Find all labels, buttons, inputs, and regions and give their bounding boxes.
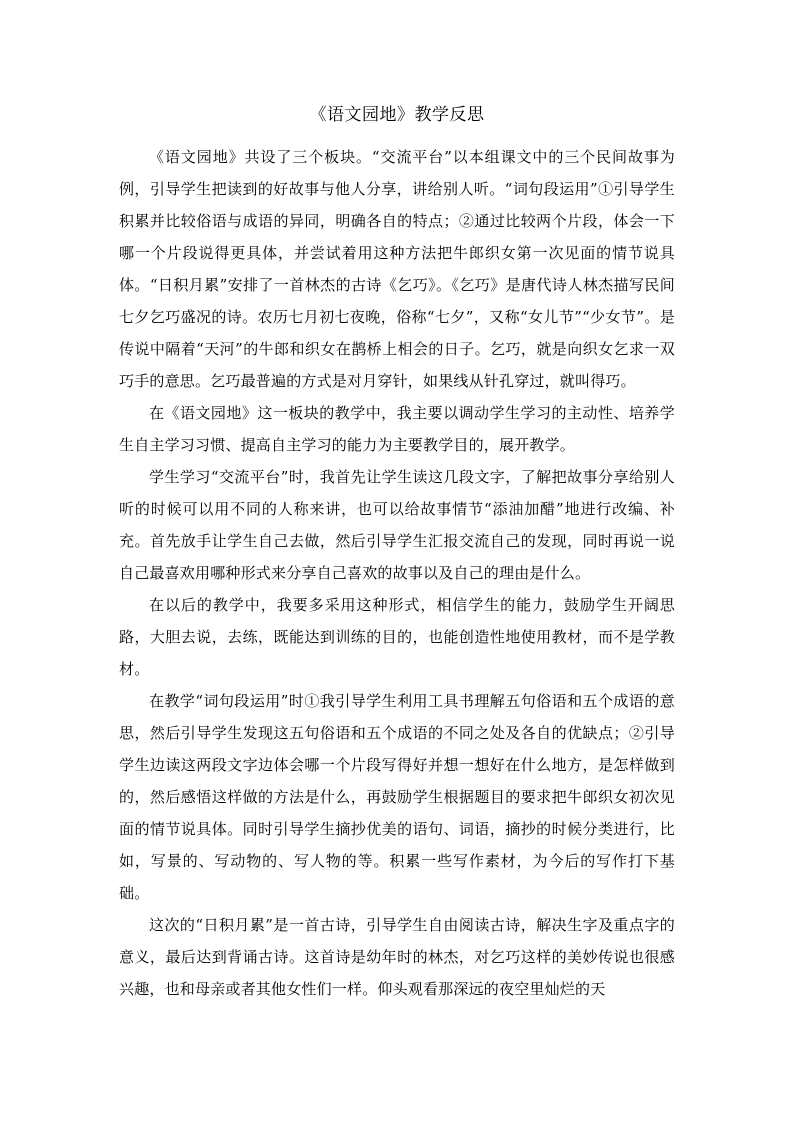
paragraph-2: 在《语文园地》这一板块的教学中，我主要以调动学生学习的主动性、培养学生自主学习习惯、提高自主学习的能力为主要教学目的，展开教学。 <box>119 404 675 454</box>
paragraph-3: 学生学习“交流平台”时，我首先让学生读这几段文字，了解把故事分享给别人听的时候可以用不同的人称来讲，也可以给故事情节“添油加醋”地进行改编、补充。首先放手让学生自己去做，然后引导学生汇报交流自己的发现，同时再说一说自己最喜欢用哪种形式来分享自己喜欢的故事以及自己的理由是什么。 <box>119 468 675 582</box>
paragraph-5: 在教学“词句段运用”时①我引导学生利用工具书理解五句俗语和五个成语的意思，然后引导学生发现这五句俗语和五个成语的不同之处及各自的优缺点；②引导学生边读这两段文字边体会哪一个片段写得好并想一想好在什么地方，是怎样做到的，然后感悟这样做的方法是什么，再鼓励学生根据题目的要求把牛郎织女初次见面的情节说具体。同时引导学生摘抄优美的语句、词语，摘抄的时候分类进行，比如，写景的、写动物的、写人物的等。积累一些写作素材，为今后的写作打下基础。 <box>119 692 675 902</box>
paragraph-1: 《语文园地》共设了三个板块。“交流平台”以本组课文中的三个民间故事为例，引导学生把读到的好故事与他人分享，讲给别人听。“词句段运用”①引导学生积累并比较俗语与成语的异同，明确各自的特点；②通过比较两个片段，体会一下哪一个片段说得更具体，并尝试着用这种方法把牛郎织女第一次见面的情节说具体。“日积月累”安排了一首林杰的古诗《乞巧》。《乞巧》是唐代诗人林杰描写民间七夕乞巧盛况的诗。农历七月初七夜晚，俗称“七夕”，又称“女儿节”“少女节”。是传说中隔着“天河”的牛郎和织女在鹊桥上相会的日子。乞巧，就是向织女乞求一双巧手的意思。乞巧最普遍的方式是对月穿针，如果线从针孔穿过，就叫得巧。 <box>119 148 675 390</box>
document-body <box>119 141 675 1005</box>
paragraph-4: 在以后的教学中，我要多采用这种形式，相信学生的能力，鼓励学生开阔思路，大胆去说，去练，既能达到训练的目的，也能创造性地使用教材，而不是学教材。 <box>119 596 675 678</box>
document-title: 《语文园地》教学反思 <box>309 105 485 125</box>
paragraph-6: 这次的“日积月累”是一首古诗，引导学生自由阅读古诗，解决生字及重点字的意义，最后达到背诵古诗。这首诗是幼年时的林杰，对乞巧这样的美妙传说也很感兴趣，也和母亲或者其他女性们一样。仰头观看那深远的夜空里灿烂的天 <box>119 916 675 998</box>
